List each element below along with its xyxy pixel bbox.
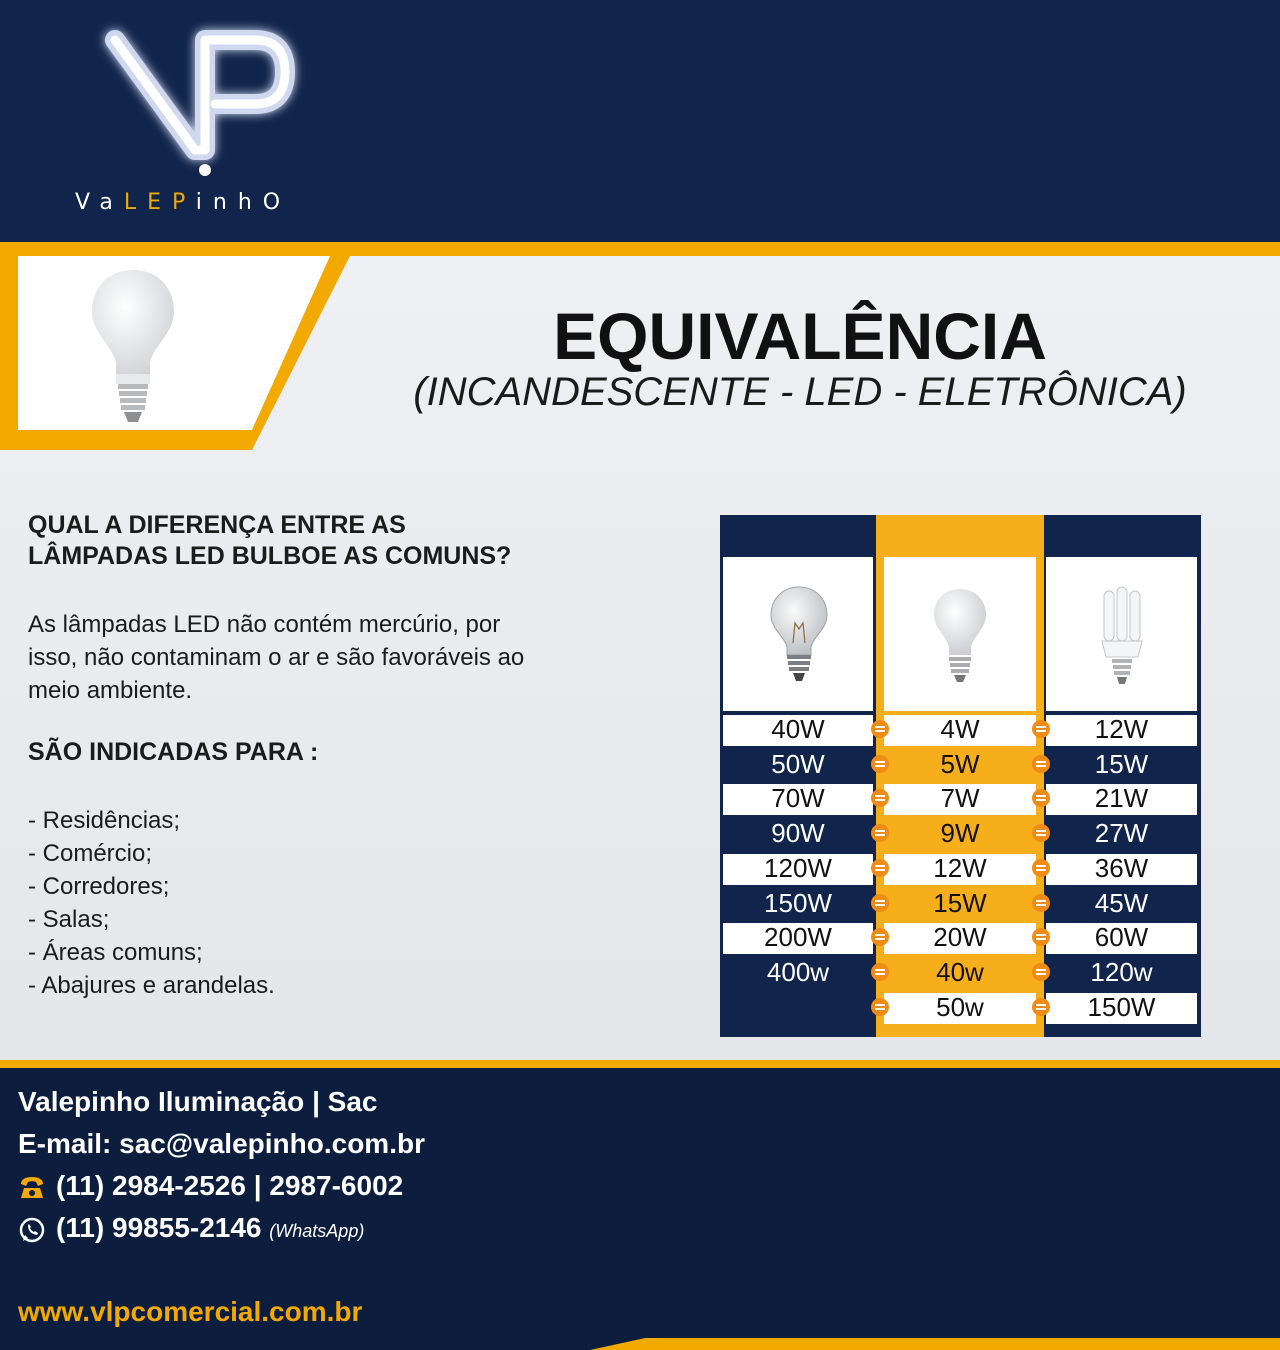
question-heading: QUAL A DIFERENÇA ENTRE AS LÂMPADAS LED BULBOE AS COMUNS?	[28, 511, 512, 570]
table-cell: 15W	[1094, 749, 1149, 779]
equals-icon	[871, 720, 889, 738]
table-cell: 36W	[1094, 853, 1149, 883]
table-cell: 90W	[771, 818, 825, 848]
table-cell: 7W	[940, 783, 980, 813]
list-item: - Abajures e arandelas.	[28, 972, 275, 999]
table-cell: 400w	[766, 957, 830, 987]
table-cell: 40w	[936, 957, 984, 987]
table-cell: 200W	[764, 922, 832, 952]
equals-icon	[1032, 755, 1050, 773]
header	[0, 0, 1280, 242]
table-cell: 12W	[1094, 714, 1149, 744]
table-cell: 50w	[936, 992, 984, 1022]
table-cell: 150W	[764, 888, 832, 918]
table-cell: 40W	[771, 714, 825, 744]
list-item: - Áreas comuns;	[28, 939, 203, 966]
table-cell: 60W	[1094, 922, 1149, 952]
table-cell: 21W	[1094, 783, 1149, 813]
email-text[interactable]: E-mail: sac@valepinho.com.br	[18, 1128, 425, 1159]
equals-icon	[1032, 824, 1050, 842]
list-item: - Salas;	[28, 906, 110, 933]
page-subtitle: (INCANDESCENTE - LED - ELETRÔNICA)	[413, 370, 1187, 414]
table-cell: 27W	[1094, 818, 1149, 848]
list-item: - Corredores;	[28, 873, 170, 900]
table-cell: 50W	[771, 749, 825, 779]
equals-icon	[871, 755, 889, 773]
indicated-heading: SÃO INDICADAS PARA :	[28, 738, 319, 766]
equals-icon	[871, 928, 889, 946]
footer-divider	[0, 1060, 1280, 1068]
fluorescent-cell	[1046, 557, 1197, 711]
telephone-icon	[18, 1174, 46, 1202]
equals-icon	[1032, 789, 1050, 807]
compact-fluorescent-icon	[1100, 585, 1144, 685]
whatsapp-icon	[18, 1216, 46, 1244]
equals-icon	[871, 789, 889, 807]
company-name: Valepinho Iluminação | Sac	[18, 1086, 378, 1117]
table-cell: 15W	[933, 888, 987, 918]
brand-name: VaLEPinhO	[75, 190, 292, 215]
equals-icon	[871, 963, 889, 981]
equals-icon	[1032, 859, 1050, 877]
equals-icon	[1032, 963, 1050, 981]
equals-icon	[871, 859, 889, 877]
table-cell: 120W	[764, 853, 832, 883]
table-cell: 150W	[1087, 992, 1156, 1022]
incandescent-cell	[723, 557, 873, 711]
phone-numbers[interactable]: (11) 2984-2526 | 2987-6002	[56, 1170, 404, 1201]
equals-icon	[871, 824, 889, 842]
list-item: - Residências;	[28, 807, 181, 834]
whatsapp-number[interactable]: (11) 99855-2146 (WhatsApp)	[56, 1212, 365, 1243]
table-cell: 12W	[933, 853, 987, 883]
equals-icon	[871, 894, 889, 912]
table-cell: 120w	[1090, 957, 1153, 987]
list-item: - Comércio;	[28, 840, 153, 867]
info-paragraph: As lâmpadas LED não contém mercúrio, por isso, não contaminam o ar e são favoráveis ao meio ambiente.	[28, 611, 525, 704]
table-cell: 5W	[940, 749, 980, 779]
page-title: EQUIVALÊNCIA	[553, 299, 1047, 373]
equals-icon	[1032, 720, 1050, 738]
table-cell: 9W	[940, 818, 980, 848]
corner-accent	[590, 1338, 1280, 1350]
table-cell: 4W	[940, 714, 980, 744]
uses-list	[28, 804, 275, 1002]
table-cell: 45W	[1094, 888, 1149, 918]
equals-icon	[871, 998, 889, 1016]
table-cell: 70W	[771, 783, 825, 813]
equals-icon	[1032, 928, 1050, 946]
website-link[interactable]: www.vlpcomercial.com.br	[18, 1296, 363, 1327]
incandescent-bulb-icon	[769, 585, 829, 683]
whatsapp-label: (WhatsApp)	[269, 1221, 365, 1241]
led-bulb-icon	[88, 266, 178, 431]
header-divider	[0, 242, 1280, 256]
led-bulb-icon	[932, 587, 988, 683]
equals-icon	[1032, 998, 1050, 1016]
equals-icon	[1032, 894, 1050, 912]
led-cell	[884, 557, 1036, 711]
table-cell: 20W	[933, 922, 987, 952]
